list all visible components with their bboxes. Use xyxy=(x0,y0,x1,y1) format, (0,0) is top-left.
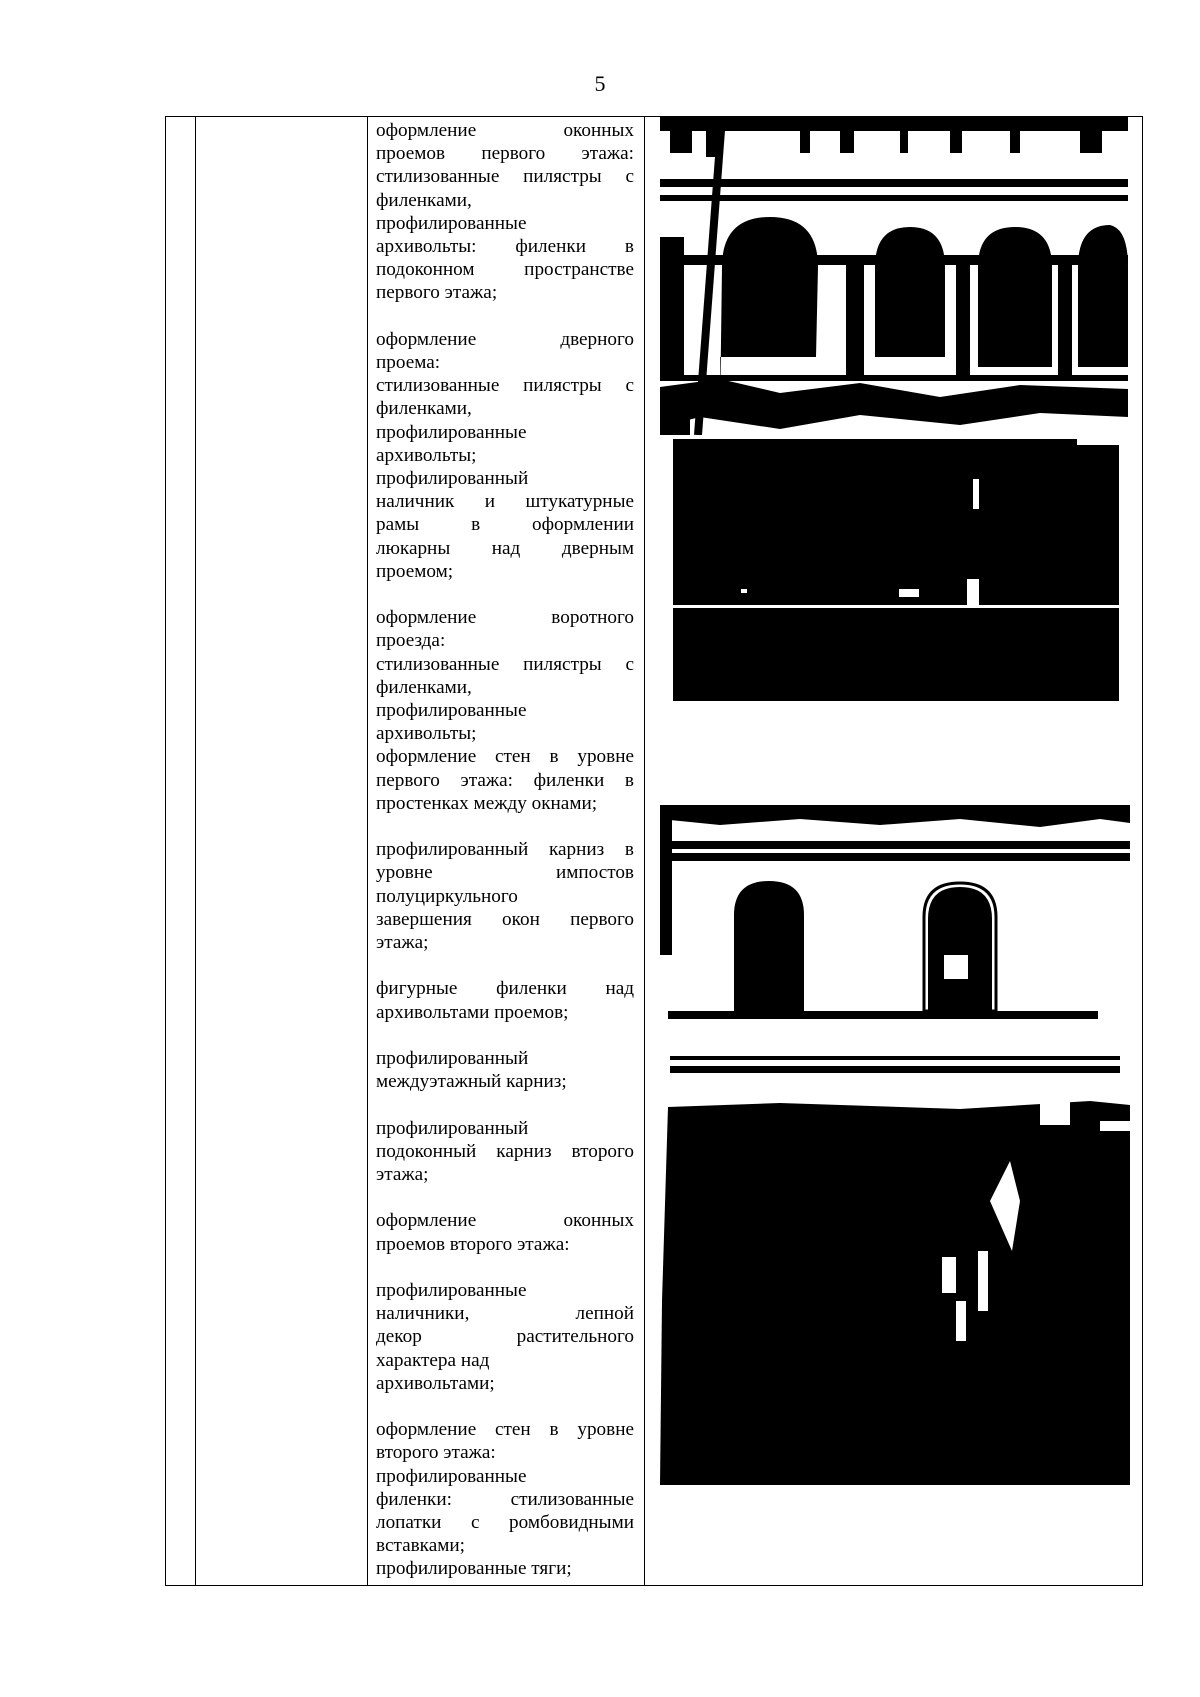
description-line: архивольты; xyxy=(376,444,477,466)
description-line: декор растительного xyxy=(376,1326,634,1348)
description-line: наличники, лепной xyxy=(376,1303,634,1325)
description-line: филенками, xyxy=(376,189,472,211)
description-line: архивольты: филенки в xyxy=(376,236,634,258)
description-line: профилированные xyxy=(376,1280,527,1302)
description-line: оформление воротного xyxy=(376,607,634,629)
description-line: оформление дверного xyxy=(376,328,634,350)
description-line: фигурные филенки над xyxy=(376,978,634,1000)
description-line: второго этажа: xyxy=(376,1442,496,1464)
description-line: первого этажа: филенки в xyxy=(376,769,634,791)
description-line: лопатки с ромбовидными xyxy=(376,1512,634,1534)
description-line: характера над xyxy=(376,1349,490,1371)
description-line: проемов второго этажа: xyxy=(376,1233,570,1255)
description-line: профилированные xyxy=(376,1465,527,1487)
description-line: этажа; xyxy=(376,932,429,954)
cell-descriptions xyxy=(368,117,645,1586)
cell-object xyxy=(196,117,368,1586)
description-line: архивольтами; xyxy=(376,1372,495,1394)
photo-cornice-lines xyxy=(660,1052,1130,1076)
description-line: профилированный карниз в xyxy=(376,839,634,861)
description-block xyxy=(376,1117,634,1187)
page-number: 5 xyxy=(594,71,606,96)
description-line: оформление оконных xyxy=(376,1210,634,1232)
description-line: профилированный xyxy=(376,468,529,490)
description-block xyxy=(376,1418,634,1580)
description-line: проемов первого этажа: xyxy=(376,143,634,165)
description-block xyxy=(376,1279,634,1395)
description-line: профилированный xyxy=(376,1117,529,1139)
description-block xyxy=(376,838,634,954)
description-line: уровне импостов xyxy=(376,862,634,884)
photo-door-lucarne xyxy=(673,439,1119,701)
description-line: проезда: xyxy=(376,630,446,652)
description-line: архивольтами проемов; xyxy=(376,1001,569,1023)
cell-photos xyxy=(645,117,1143,1586)
description-line: первого этажа; xyxy=(376,282,498,304)
description-line: вставками; xyxy=(376,1535,465,1557)
description-block xyxy=(376,1047,634,1093)
description-line: филенками, xyxy=(376,398,472,420)
description-line: проемом; xyxy=(376,560,454,582)
description-line: оформление оконных xyxy=(376,120,634,141)
description-line: стилизованные пилястры с xyxy=(376,166,634,188)
description-line: этажа; xyxy=(376,1164,429,1186)
monument-description-table xyxy=(165,116,1143,1586)
description-line: подоконный карниз второго xyxy=(376,1140,634,1162)
description-line: подоконном пространстве xyxy=(376,259,634,281)
cell-number xyxy=(166,117,196,1586)
description-line: профилированные xyxy=(376,421,527,443)
description-block xyxy=(376,977,634,1023)
description-line: наличник и штукатурные xyxy=(376,491,634,513)
description-block xyxy=(376,606,634,815)
description-line: стилизованные пилястры с xyxy=(376,375,634,397)
description-line: оформление стен в уровне xyxy=(376,1419,634,1441)
description-line: люкарны над дверным xyxy=(376,537,634,559)
description-line: профилированные xyxy=(376,700,527,722)
description-line: междуэтажный карниз; xyxy=(376,1071,567,1093)
description-line: архивольты; xyxy=(376,723,477,745)
description-block xyxy=(376,119,634,305)
description-line: оформление стен в уровне xyxy=(376,746,634,768)
photo-gate-passage-arches xyxy=(660,805,1130,1041)
description-line: профилированные xyxy=(376,212,527,234)
description-line: профилированный xyxy=(376,1048,529,1070)
photo-second-floor-window xyxy=(660,1101,1130,1485)
description-line: рамы в оформлении xyxy=(376,514,634,536)
description-line: стилизованные пилястры с xyxy=(376,653,634,675)
description-block xyxy=(376,1209,634,1255)
description-block xyxy=(376,328,634,583)
description-line: филенками, xyxy=(376,676,472,698)
description-line: завершения окон первого xyxy=(376,908,634,930)
description-line: проема: xyxy=(376,352,441,374)
description-line: филенки: стилизованные xyxy=(376,1488,634,1510)
description-line: простенках между окнами; xyxy=(376,792,598,814)
photo-first-floor-arched-windows xyxy=(660,117,1128,435)
description-line: профилированные тяги; xyxy=(376,1558,572,1580)
description-line: полуциркульного xyxy=(376,885,518,907)
